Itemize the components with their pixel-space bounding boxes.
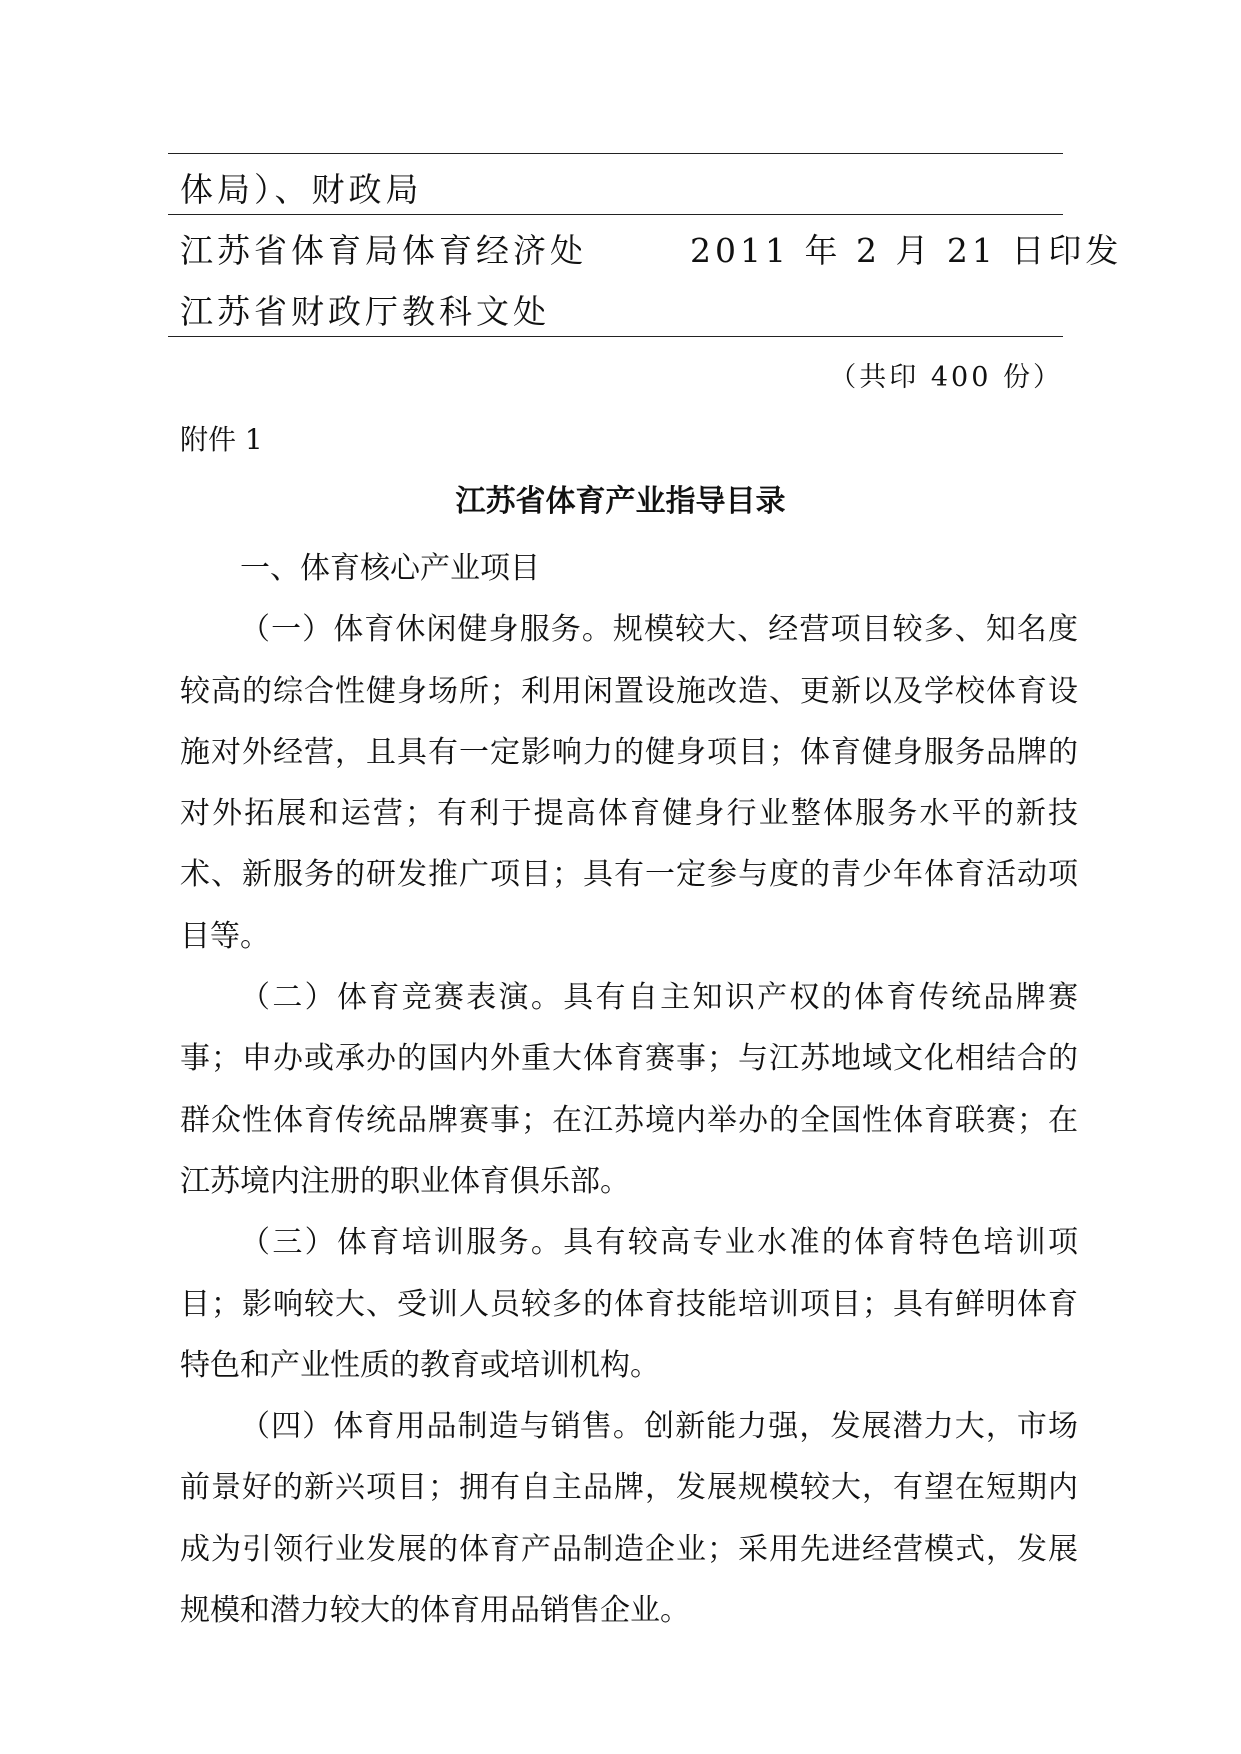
paragraph-1: （一）体育休闲健身服务。规模较大、经营项目较多、知名度较高的综合性健身场所；利用闲置设施改造、更新以及学校体育设施对外经营，且具有一定影响力的健身项目；体育健身服务品牌的对外拓展和运营；有利于提高体育健身行业整体服务水平的新技术、新服务的研发推广项目；具有一定参与度的青少年体育活动项目等。 bbox=[180, 612, 1078, 954]
issuer-line-2: 江苏省财政厅教科文处 bbox=[180, 292, 550, 331]
paragraph-2: （二）体育竞赛表演。具有自主知识产权的体育传统品牌赛事；申办或承办的国内外重大体育赛事；与江苏地域文化相结合的群众性体育传统品牌赛事；在江苏境内举办的全国性体育联赛；在江苏境内注册的职业体育俱乐部。 bbox=[180, 980, 1078, 1199]
recipients-divider bbox=[168, 214, 1063, 215]
issue-date: 2011 年 2 月 21 日印发 bbox=[690, 231, 1123, 270]
paragraph-3: （三）体育培训服务。具有较高专业水准的体育特色培训项目；影响较大、受训人员较多的体育技能培训项目；具有鲜明体育特色和产业性质的教育或培训机构。 bbox=[180, 1225, 1078, 1383]
bottom-divider bbox=[168, 336, 1063, 337]
paragraph-4: （四）体育用品制造与销售。创新能力强，发展潜力大，市场前景好的新兴项目；拥有自主品牌，发展规模较大，有望在短期内成为引领行业发展的体育产品制造企业；采用先进经营模式，发展规模和潜力较大的体育用品销售企业。 bbox=[180, 1409, 1078, 1629]
recipients-tail: 体局）、财政局 bbox=[180, 170, 423, 209]
top-divider bbox=[168, 153, 1063, 154]
document-body bbox=[180, 538, 1078, 1641]
section-heading: 一、体育核心产业项目 bbox=[240, 551, 540, 586]
attachment-label: 附件 1 bbox=[180, 423, 263, 456]
issuer-line-1: 江苏省体育局体育经济处 bbox=[180, 231, 587, 270]
document-title: 江苏省体育产业指导目录 bbox=[455, 484, 786, 519]
copies-note: （共印 400 份） bbox=[829, 362, 1063, 393]
